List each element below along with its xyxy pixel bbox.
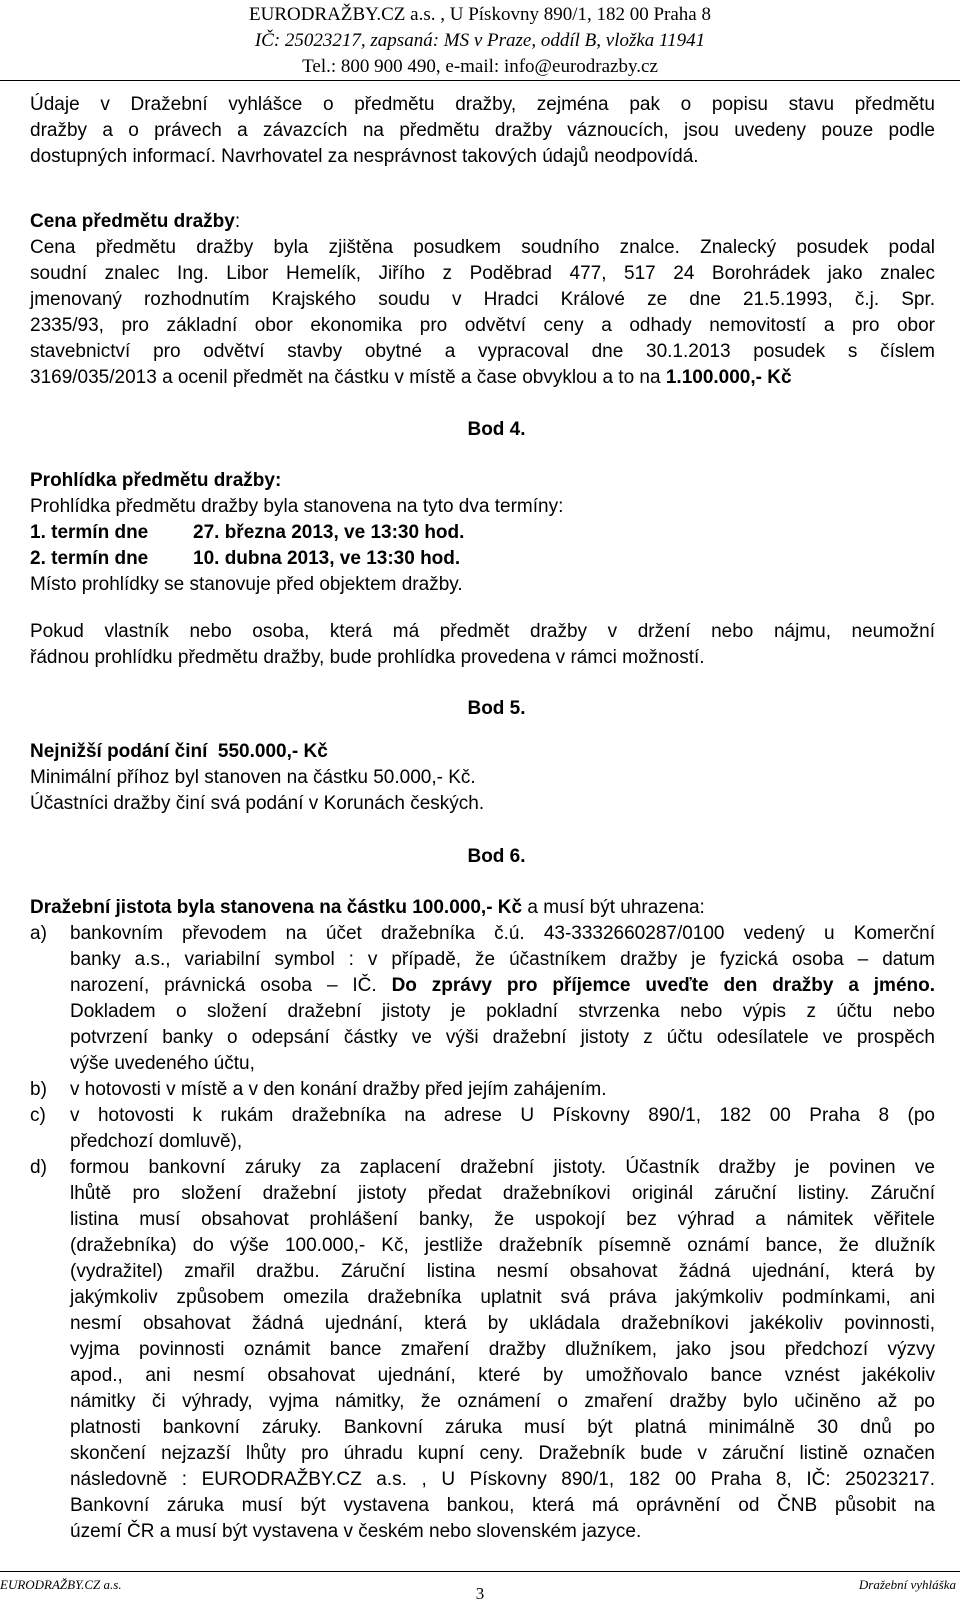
- text-line: nesmí obsahovat žádná ujednání, která by ukládala dražebníkovi jakékoliv povinnosti,: [70, 1313, 935, 1334]
- footer-divider: [0, 1571, 960, 1572]
- section-5-heading: Bod 5.: [467, 698, 526, 719]
- section-4-heading-block: [30, 417, 935, 443]
- text-line: výše uvedeného účtu,: [70, 1053, 255, 1074]
- text-line: banky a.s., variabilní symbol : v případě, že účastníkem dražby je fyzická osoba – datum: [70, 949, 935, 970]
- text-line: formou bankovní záruky za zaplacení dražební jistoty. Účastník dražby je povinen ve: [70, 1157, 935, 1178]
- inspection-intro: Prohlídka předmětu dražby byla stanovena na tyto dva termíny:: [30, 496, 564, 517]
- list-marker: c): [30, 1105, 46, 1126]
- text-line: Cena předmětu dražby byla zjištěna posudkem soudního znalce. Znalecký posudek podal: [30, 237, 935, 258]
- text-line: jakýmkoliv způsobem omezila dražebníka uplatnit svá práva jakýmkoliv podmínkami, ani: [70, 1287, 935, 1308]
- letterhead-company: EURODRAŽBY.CZ a.s. , U Pískovny 890/1, 182 00 Praha 8: [249, 4, 711, 25]
- text-line: (vydražitel) zmařil dražbu. Záruční listina nesmí obsahovat žádná ujednání, která by: [70, 1261, 935, 1282]
- term-label: 2. termín dne: [30, 548, 149, 569]
- price-amount: 1.100.000,- Kč: [665, 367, 792, 388]
- text-line: v hotovosti k rukám dražebníka na adrese U Pískovny 890/1, 182 00 Praha 8 (po: [70, 1105, 935, 1126]
- list-marker: a): [30, 923, 47, 944]
- payment-option-b: [30, 1077, 935, 1103]
- intro-paragraph: [30, 92, 935, 170]
- text-line: platnosti bankovní záruky. Bankovní záruka musí být platná minimálně 30 dnů po: [70, 1417, 935, 1438]
- letterhead-contact: Tel.: 800 900 490, e-mail: info@eurodrazby.cz: [302, 56, 658, 77]
- deposit-section: [30, 895, 935, 1545]
- inspection-term-1: [30, 520, 935, 546]
- section-6-heading-block: [30, 844, 935, 870]
- term-date: 27. března 2013, ve 13:30 hod.: [193, 522, 465, 543]
- payment-option-a: [30, 921, 935, 1077]
- page-footer: [0, 1574, 960, 1609]
- payment-option-d: [30, 1155, 935, 1545]
- letterhead-registration: IČ: 25023217, zapsaná: MS v Praze, oddíl B, vložka 11941: [254, 30, 706, 51]
- text-line: předchozí domluvě),: [70, 1131, 243, 1152]
- text-line: vyjma povinnosti oznámit bance zmaření dražby dlužníkem, jako jsou předchozí výzvy: [70, 1339, 935, 1360]
- price-heading: [30, 209, 935, 235]
- list-marker: b): [30, 1079, 47, 1100]
- text-line: řádnou prohlídku předmětu dražby, bude prohlídka provedena v rámci možností.: [30, 647, 705, 668]
- section-4-heading: Bod 4.: [467, 419, 526, 440]
- section-title: Cena předmětu dražby: [30, 211, 235, 232]
- minimum-increment: Minimální příhoz byl stanoven na částku 50.000,- Kč.: [30, 767, 476, 788]
- text-line: listina musí obsahovat prohlášení banky, že uspokojí bez výhrad a námitek věřitele: [70, 1209, 935, 1230]
- text-line: stavebnictví pro odvětví stavby obytné a vypracoval dne 30.1.2013 posudek s číslem: [30, 341, 935, 362]
- deposit-amount: Dražební jistota byla stanovena na částku 100.000,- Kč: [30, 897, 523, 918]
- text-segment: narození, právnická osoba – IČ.: [70, 975, 392, 996]
- text-line: dostupných informací. Navrhovatel za nesprávnost takových údajů neodpovídá.: [30, 146, 699, 167]
- deposit-statement: [30, 895, 935, 921]
- text-line: v hotovosti v místě a v den konání dražby před jejím zahájením.: [70, 1079, 607, 1100]
- payment-reference-note: Do zprávy pro příjemce uveďte den dražby a jméno.: [391, 975, 936, 996]
- section-title-suffix: :: [234, 211, 241, 232]
- inspection-title: Prohlídka předmětu dražby:: [30, 470, 282, 491]
- text-line: následovně : EURODRAŽBY.CZ a.s. , U Pískovny 890/1, 182 00 Praha 8, IČ: 25023217.: [70, 1469, 935, 1490]
- text-line: jmenovaný rozhodnutím Krajského soudu v Hradci Králové ze dne 21.5.1993, č.j. Spr.: [30, 289, 935, 310]
- inspection-section: [30, 468, 935, 598]
- deposit-rest: a musí být uhrazena:: [522, 897, 705, 918]
- text-line: území ČR a musí být vystavena v českém nebo slovenském jazyce.: [70, 1521, 642, 1542]
- text-line: (dražebníka) do výše 100.000,- Kč, jestliže dražebník písemně oznámí bance, že dlužník: [70, 1235, 935, 1256]
- price-section: [30, 209, 935, 391]
- text-line: Pokud vlastník nebo osoba, která má předmět dražby v držení nebo nájmu, neumožní: [30, 621, 935, 642]
- bidding-section: [30, 739, 935, 817]
- inspection-place: Místo prohlídky se stanovuje před objektem dražby.: [30, 574, 463, 595]
- inspection-term-2: [30, 546, 935, 572]
- price-text: 3169/035/2013 a ocenil předmět na částku v místě a čase obvyklou a to na: [30, 367, 666, 388]
- text-line: Údaje v Dražební vyhlášce o předmětu dražby, zejména pak o popisu stavu předmětu: [30, 94, 935, 115]
- text-line: lhůtě pro složení dražební jistoty předat dražebníkovi originál záruční listiny. Záruční: [70, 1183, 935, 1204]
- lowest-bid: Nejnižší podání činí 550.000,- Kč: [30, 741, 328, 762]
- section-6-heading: Bod 6.: [467, 846, 526, 867]
- text-line: apod., ani nesmí obsahovat ujednání, které by umožňovalo bance vznést jakékoliv: [70, 1365, 935, 1386]
- page-number: 3: [475, 1584, 485, 1603]
- section-5-heading-block: [30, 696, 935, 722]
- text-line: [70, 973, 935, 999]
- text-line: potvrzení banky o odepsání částky ve výši dražební jistoty z účtu odesílatele ve prospěch: [70, 1027, 935, 1048]
- bid-currency: Účastníci dražby činí svá podání v Korunách českých.: [30, 793, 485, 814]
- payment-option-c: [30, 1103, 935, 1155]
- text-line: Bankovní záruka musí být vystavena bankou, která má oprávnění od ČNB působit na: [70, 1495, 935, 1516]
- text-line: skončení nejzazší lhůty pro úhradu kupní ceny. Dražebník bude v záruční listině označen: [70, 1443, 935, 1464]
- text-line: námitky či výhrady, vyjma námitky, že oznámení o zmaření dražby bylo učiněno až po: [70, 1391, 935, 1412]
- text-line: 2335/93, pro základní obor ekonomika pro odvětví ceny a odhady nemovitostí a pro obor: [30, 315, 935, 336]
- term-label: 1. termín dne: [30, 522, 149, 543]
- text-line: bankovním převodem na účet dražebníka č.ú. 43-3332660287/0100 vedený u Komerční: [70, 923, 935, 944]
- list-marker: d): [30, 1157, 47, 1178]
- term-date: 10. dubna 2013, ve 13:30 hod.: [193, 548, 461, 569]
- header-divider: [0, 80, 960, 81]
- text-line: [30, 365, 935, 391]
- text-line: dražby a o právech a závazcích na předmětu dražby váznoucích, jsou uvedeny pouze podle: [30, 120, 935, 141]
- footer-company: EURODRAŽBY.CZ a.s.: [0, 1577, 122, 1592]
- inspection-note: [30, 619, 935, 671]
- letterhead: [0, 2, 960, 80]
- text-line: Dokladem o složení dražební jistoty je pokladní stvrzenka nebo výpis z účtu nebo: [70, 1001, 935, 1022]
- text-line: soudní znalec Ing. Libor Hemelík, Jiřího z Poděbrad 477, 517 24 Borohrádek jako znalec: [30, 263, 935, 284]
- footer-document-title: Dražební vyhláška: [858, 1577, 956, 1592]
